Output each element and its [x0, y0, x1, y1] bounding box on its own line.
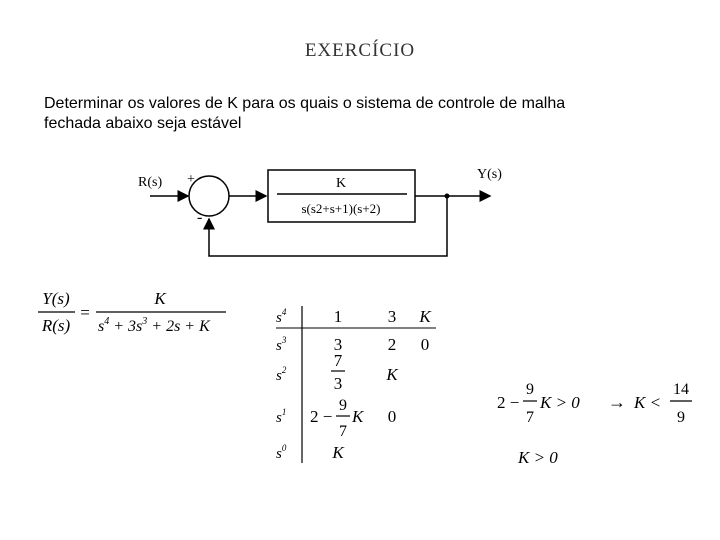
plus-sign: + — [187, 172, 195, 187]
routh-s1-c2: 0 — [387, 407, 397, 426]
condition1-suffix: K > 0 — [540, 393, 580, 412]
statement-line-1: Determinar os valores de K para os quais o sistema de controle de malha — [44, 95, 566, 112]
tf-lhs-numerator: Y(s) — [42, 289, 70, 308]
routh-s3-c1: 3 — [333, 335, 343, 354]
routh-s4-c2: 3 — [387, 307, 397, 326]
result-prefix: K < — [634, 393, 662, 412]
routh-power-s3: $s^3$ — [276, 335, 287, 354]
routh-s3-c3: 0 — [420, 335, 430, 354]
condition1-prefix: 2 − — [497, 393, 520, 412]
result-num: 14 — [673, 381, 689, 398]
routh-power-s2: $s^2$ — [276, 365, 287, 384]
routh-s1-c1-den: 7 — [339, 423, 347, 440]
routh-s1-c1-suffix: K — [352, 407, 364, 426]
condition1-num: 9 — [526, 381, 534, 398]
routh-s4-c1: 1 — [333, 307, 343, 326]
routh-table — [276, 306, 436, 463]
block-denominator: s(s2+s+1)(s+2) — [301, 201, 381, 216]
output-label: Y(s) — [477, 167, 502, 182]
tf-lhs-denominator: R(s) — [41, 316, 71, 335]
result-den: 9 — [677, 409, 685, 426]
page-title: EXERCÍCIO — [304, 40, 416, 61]
summing-junction — [189, 176, 229, 216]
stability-conditions — [497, 381, 692, 467]
routh-s0-c1: K — [332, 443, 344, 462]
transfer-function — [38, 289, 226, 335]
block-diagram — [138, 167, 502, 256]
implies-arrow: → — [608, 392, 626, 412]
routh-s1-c1-prefix: 2 − — [310, 407, 333, 426]
condition2: K > 0 — [518, 448, 558, 467]
routh-s2-c1-den: 3 — [333, 374, 343, 393]
routh-s3-c2: 2 — [387, 335, 397, 354]
tf-rhs-numerator: K — [154, 289, 166, 308]
statement-line-2: fechada abaixo seja estável — [44, 115, 242, 132]
routh-power-s0: $s^0$ — [276, 443, 287, 462]
condition1-den: 7 — [526, 409, 534, 426]
routh-s2-c2: K — [386, 365, 398, 384]
routh-s4-c3: K — [419, 307, 431, 326]
routh-s2-c1-num: 7 — [333, 351, 343, 370]
tf-equals: = — [80, 303, 90, 322]
routh-power-s4: $s^4$ — [276, 307, 287, 326]
routh-power-s1: $s^1$ — [276, 407, 287, 426]
tf-rhs-denominator: $s^4 + 3s^3 + 2s + K$ — [98, 316, 210, 335]
block-numerator: K — [335, 176, 347, 191]
input-label: R(s) — [138, 175, 163, 190]
minus-sign: - — [197, 209, 203, 226]
routh-s1-c1-num: 9 — [339, 397, 347, 414]
